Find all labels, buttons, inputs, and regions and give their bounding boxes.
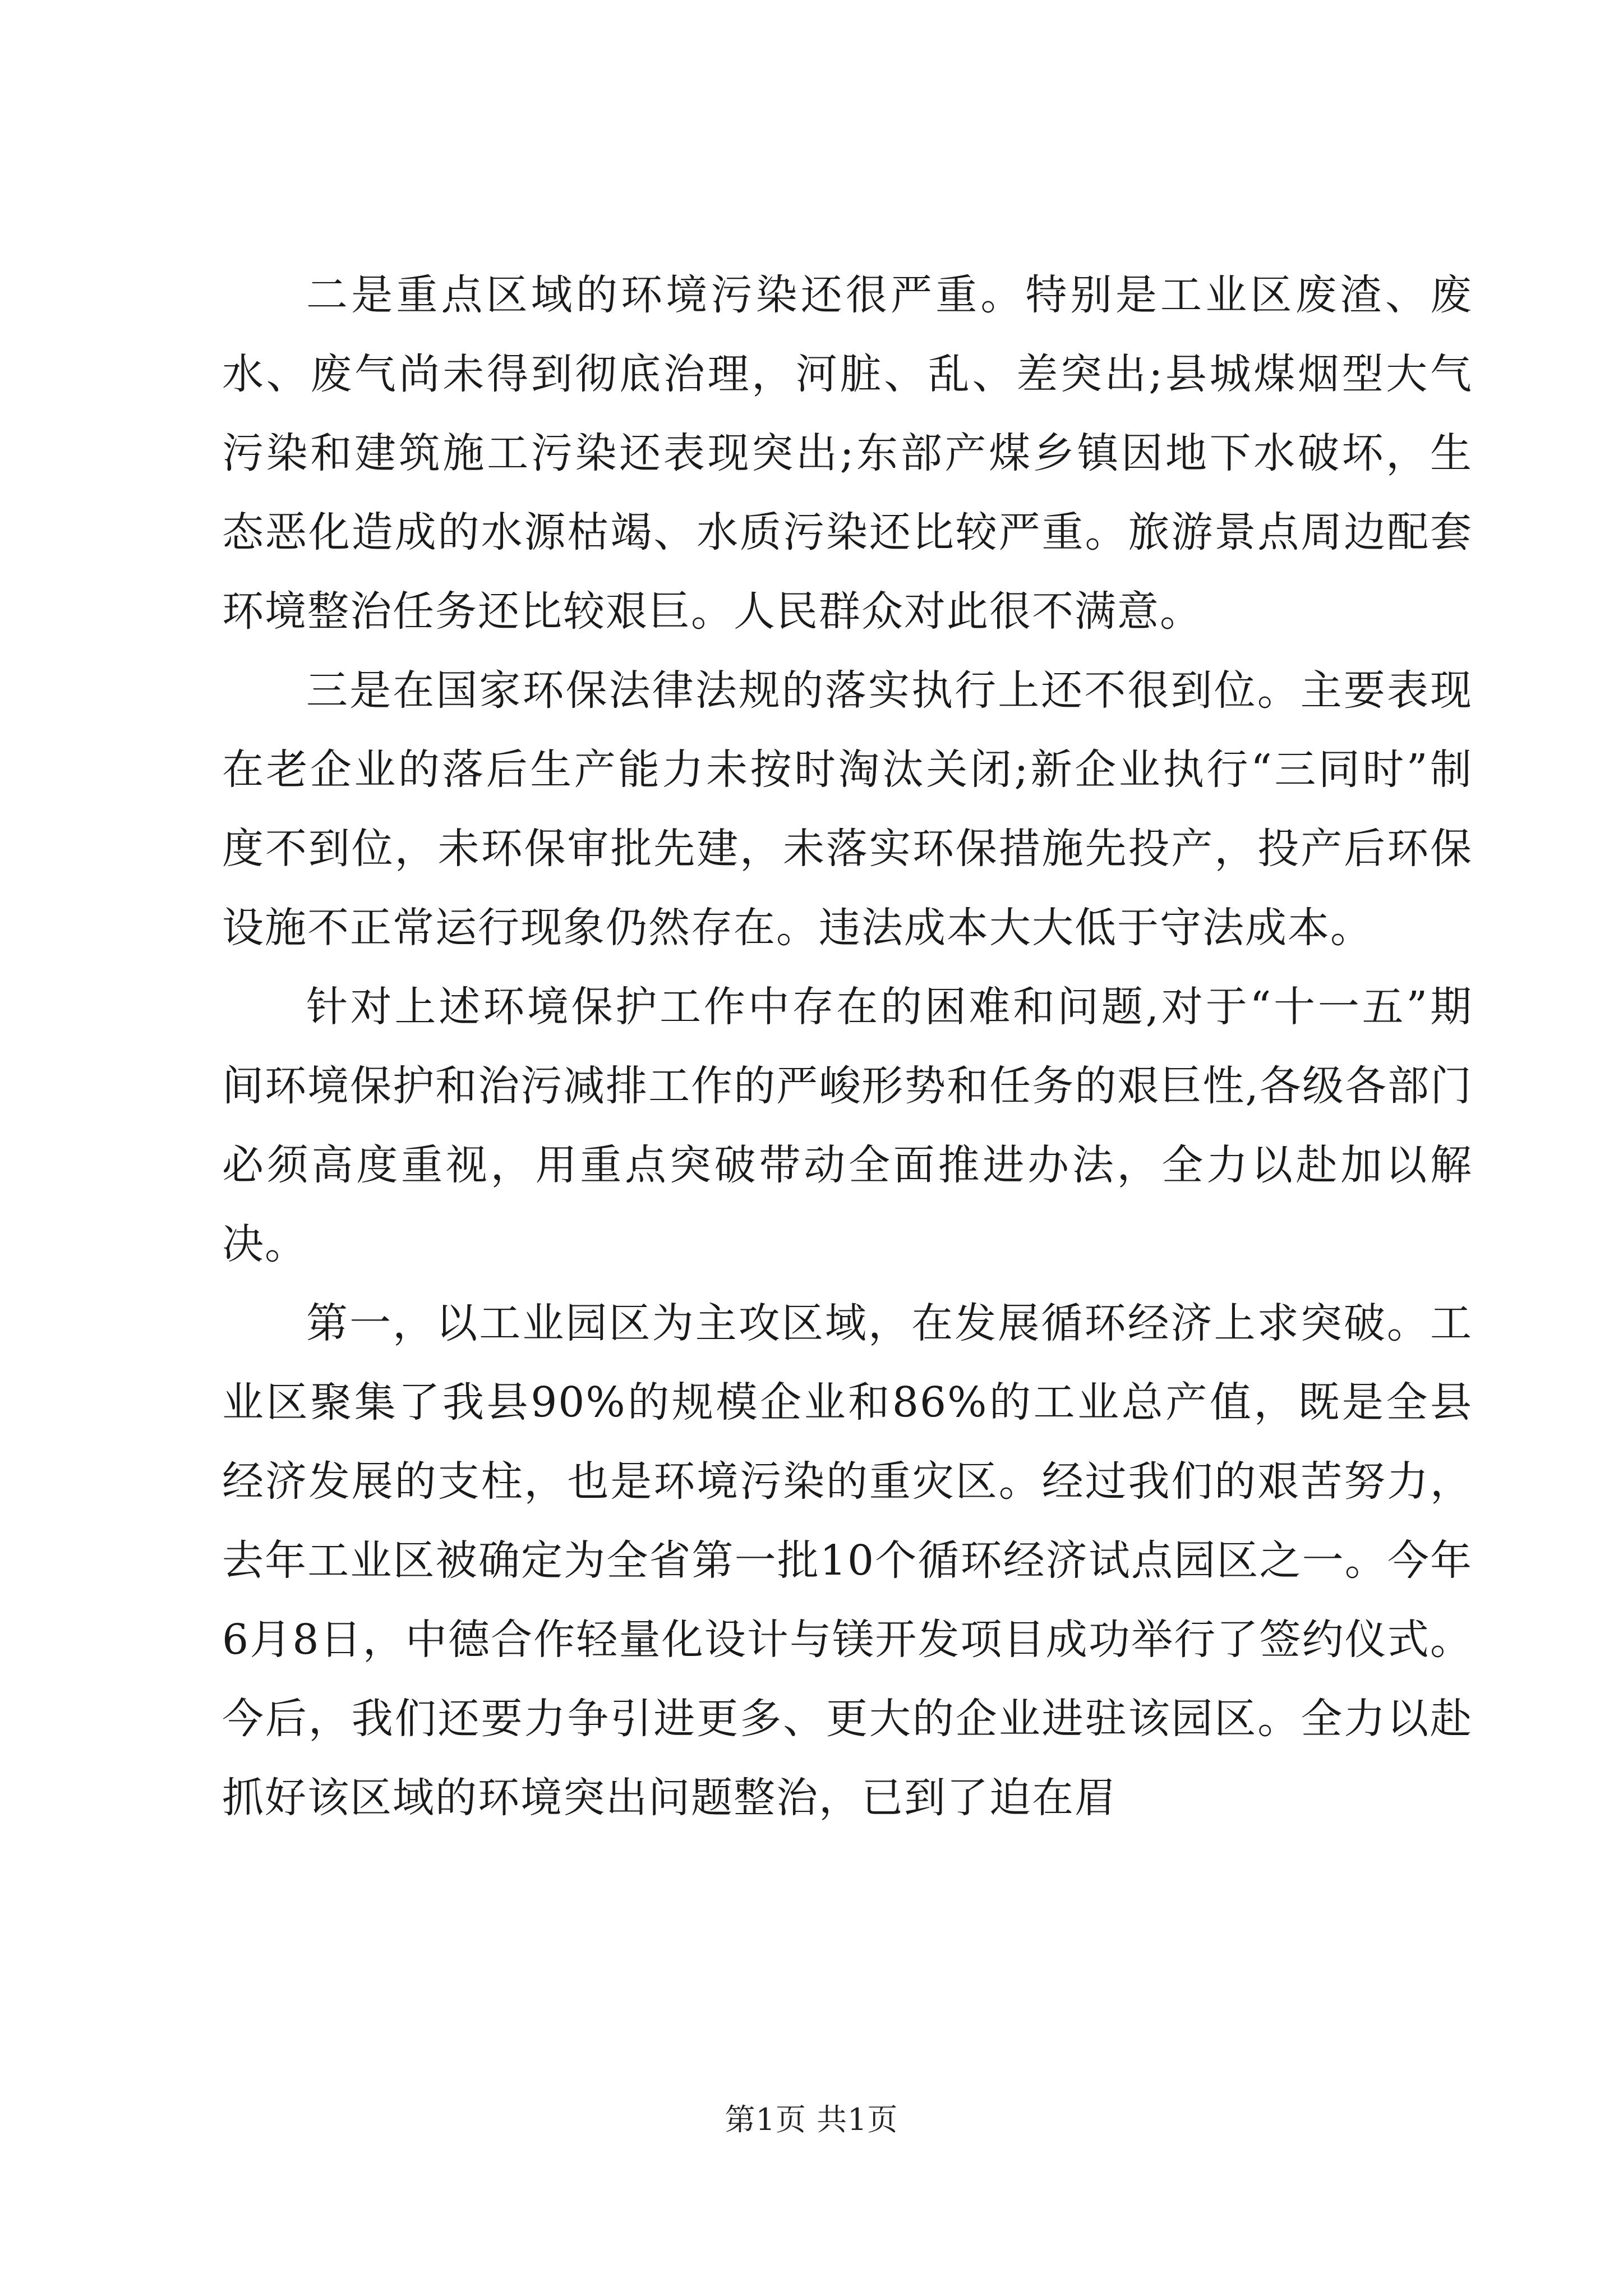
- page-footer: 第1页 共1页: [725, 2102, 898, 2137]
- paragraph-response-measures: 针对上述环境保护工作中存在的困难和问题,对于“十一五”期间环境保护和治污减排工作的严峻形势和任务的艰巨性,各级各部门必须高度重视，用重点突破带动全面推进办法，全力以赴加以解决。: [222, 983, 1473, 1268]
- paragraph-law-enforcement: 三是在国家环保法律法规的落实执行上还不很到位。主要表现在老企业的落后生产能力未按时淘汰关闭;新企业执行“三同时”制度不到位，未环保审批先建，未落实环保措施先投产，投产后环保设施不正常运行现象仍然存在。违法成本大大低于守法成本。: [222, 666, 1473, 952]
- document-body: [222, 256, 1473, 1838]
- paragraph-key-area-pollution: 二是重点区域的环境污染还很严重。特别是工业区废渣、废水、废气尚未得到彻底治理，河脏、乱、差突出;县城煤烟型大气污染和建筑施工污染还表现突出;东部产煤乡镇因地下水破坏，生态恶化造成的水源枯竭、水质污染还比较严重。旅游景点周边配套环境整治任务还比较艰巨。人民群众对此很不满意。: [222, 271, 1473, 636]
- paragraph-industrial-park: 第一，以工业园区为主攻区域，在发展循环经济上求突破。工业区聚集了我县90%的规模企业和86%的工业总产值，既是全县经济发展的支柱，也是环境污染的重灾区。经过我们的艰苦努力，去年工业区被确定为全省第一批10个循环经济试点园区之一。今年6月8日，中德合作轻量化设计与镁开发项目成功举行了签约仪式。今后，我们还要力争引进更多、更大的企业进驻该园区。全力以赴抓好该区域的环境突出问题整治，已到了迫在眉: [222, 1299, 1473, 1822]
